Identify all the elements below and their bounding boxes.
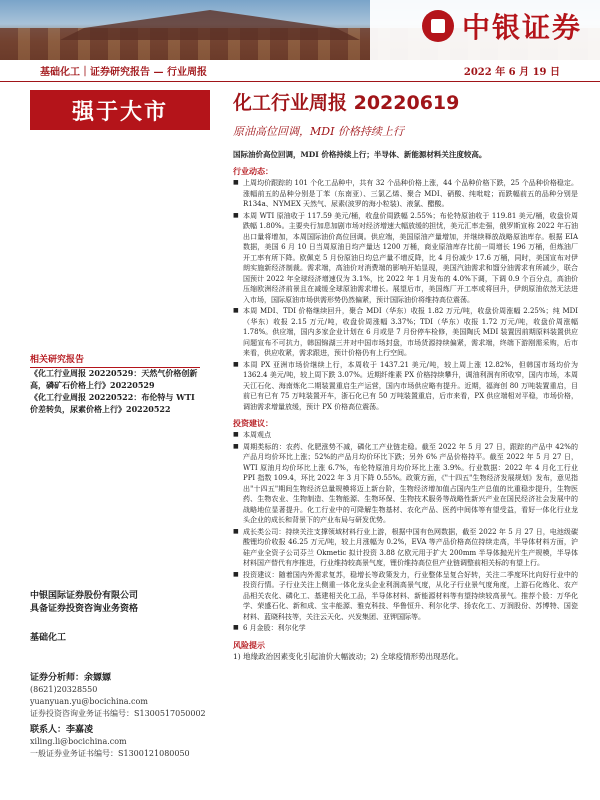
bullet-paragraph: ■ 周期类标的：农药、化肥涨势不减，磷化工产业链走稳。截至 2022 年 5 月 27 日，跟踪的产品中 42%的产品月均价环比上涨；52%的产品月均价环比下跌；另外 6% 产品价格持平。截至 2022 年 5 月 27 日，WTI 原油月均价环比上涨 6.7%，布伦特原油月均价环比上涨 3.9%。行业数据：2022 年 4 月化工行业 PPI 指数 109.4，环比 2022 年 3 月下降 0.55%。政策方面，《"十四五"生物经济发展规划》发布，意见指出"十四五"期间生物经济总量规模将迈上新台阶，生物经济增加值占国内生产总值的比重稳步提升，生物医药、生物农业、生物制造、生物能源、生物环保、生物技术服务等战略性新兴产业在国民经济社会发展中的战略地位显著提升。化工行业中的可降解生物基材、农化产品、医药中间体等有望受益，看好一体化行业龙头企业的成长和背景下的产业布局与研发优势。	[233, 442, 578, 526]
section-dynamics: 行业动态：	[233, 166, 273, 176]
sector-name: 基础化工	[30, 633, 67, 643]
contact-email[interactable]: xiling.li@bocichina.com	[30, 737, 127, 746]
risk-text: 1) 地缘政治因素变化引起油价大幅波动；2) 全球疫情形势出现恶化。	[233, 651, 464, 661]
contact-license: 一般证券业务证书编号：S1300121080050	[30, 749, 190, 758]
related-report-item[interactable]: 《化工行业周报 20220529：天然气价格创新高，磷矿石价格上行》20220529	[30, 368, 198, 390]
brand-logo	[422, 6, 582, 46]
left-column	[30, 90, 220, 758]
related-reports-title: 相关研究报告	[30, 352, 200, 368]
header-banner	[0, 0, 600, 60]
analyst-name: 证券分析师：余嫄嫄	[30, 673, 112, 683]
related-report-item[interactable]: 《化工行业周报 20220522：布伦特与 WTI 价差转负，尿素价格上行》20220522	[30, 392, 195, 414]
bullet-paragraph: ■ 上周均价跟踪的 101 个化工品种中，共有 32 个品种价格上涨，44 个品种价格下跌，25 个品种价格稳定。涨幅前五的品种分别是丁苯（东南亚）、三氯乙烯、聚合 MDI、硝酸、纯吡啶；而跌幅前五的品种分别是 R134a、NYMEX 天然气、尿素(波罗的海小粒装)、液氯、醋酸。	[233, 178, 578, 210]
report-title: 化工行业周报 20220619	[233, 92, 460, 114]
company-info	[30, 590, 200, 616]
bullet-paragraph: ■ 6 月金股：利尔化学	[233, 623, 578, 634]
analysts-block	[30, 672, 210, 760]
analyst-phone: (8621)20328550	[30, 685, 98, 694]
boc-logo-icon	[422, 10, 454, 42]
section-investment: 投资建议：	[233, 418, 273, 428]
main-content	[233, 88, 578, 662]
bullet-paragraph: ■ 成长类公司：持续关注支撑领域材料行业上游，根据中国有色网数据，截至 2022 年 5 月 27 日，电池级碳酸锂均价收报 46.25 万元/吨，较上月涨幅为 0.2%，EVA 等产品价格高位持续走高，半导体材料方面，沪硅产业全资子公司芬兰 Okmetic 拟计投资 3.88 亿欧元用于扩大 200mm 半导体抛光片生产规模，半导体材料国产替代有序推进，行业维持较高景气度，锂价维持高位但产业链调整前相关标的有望上行。	[233, 527, 578, 569]
bullet-paragraph: ■ 本周 MDI、TDI 价格继续回升，聚合 MDI（华东）收报 1.82 万元/吨，收盘价周涨幅 2.25%；纯 MDI（华东）收报 2.15 万元/吨，收盘价周涨幅 3.37%；TDI（华东）收报 1.72 万元/吨，收盘价周涨幅 1.78%。供应端，国内多家企业计划在 6 月或是 7 月份停车检修，美国陶氏 MDI 装置因前期原料装置供应问题宣布不可抗力，韩国锦湖三井对中国市场封盘，市场货源持续偏紧，需求端，终端下游刚需采购，后市来看，供应收紧，需求跟进，预计价格仍有上行空间。	[233, 306, 578, 359]
info-bar	[0, 60, 600, 82]
banner-hall-image	[60, 10, 360, 40]
report-summary: 国际油价高位回调，MDI 价格持续上行；半导体、新能源材料关注度较高。	[233, 150, 487, 159]
report-subtitle: 原油高位回调，MDI 价格持续上行	[233, 125, 404, 138]
company-qualification: 具备证券投资咨询业务资格	[30, 604, 139, 614]
contact-name: 联系人：李嘉凌	[30, 725, 94, 735]
brand-name: 中银证券	[461, 11, 582, 44]
related-reports-list	[30, 367, 200, 415]
section-risk: 风险提示	[233, 639, 265, 650]
sector-tag: 基础化工｜证券研究报告 — 行业周报	[40, 67, 207, 78]
bullet-paragraph: ■ 本周观点	[233, 430, 578, 441]
analyst-email[interactable]: yuanyuan.yu@bocichina.com	[30, 697, 148, 706]
company-name: 中银国际证券股份有限公司	[30, 591, 139, 601]
bullet-paragraph: ■ 本周 WTI 原油收于 117.59 美元/桶，收盘价周跌幅 2.55%；布伦特原油收于 119.81 美元/桶，收盘价周跌幅 1.80%。主要央行加息加剧市场对经济增速大幅放缓的担忧，美元汇率走强，俄罗斯宣称 2022 年石油出口量将增加，本周国际油价高位回调。供应端，美国原油产量增加，并继续释放战略原油库存。根据 EIA 数据，美国 6 月 10 日当周原油日均产量达 1200 万桶，商业原油库存比前一周增长 196 万桶，但炼油厂开工率有所下降。欧佩克 5 月份原油日均总产量不增反降，比 4 月份减少 17.6 万桶，同时，美国宣布对伊朗实施新经济制裁。需求端，高油价对消费端的影响开始显现，美国汽油需求和馏分油需求有所减少，联合国预计 2022 年全球经济增速仅为 3.1%，比 2022 年 1 月发布的 4.0%下调，下调 0.9 个百分点，高油价压缩欧洲经济前景且在减缓全球原油需求增长。展望后市，美国炼厂开工率或将回升，伊朗原油依然无法进入市场，国际原油市场供需形势仍然偏紧，预计国际油价将维持高位震荡。	[233, 211, 578, 306]
bullet-paragraph: ■ 本周 PX 亚洲市场价继续上行，本周收于 1437.21 美元/吨，较上周上涨 12.82%，但韩国市场均价为 1362.4 美元/吨，较上周下跌 3.07%。近期纤维素 PX 价格持续攀升，调油利润有所收窄，国内市场，本周天江石化、海南炼化二期装置重启生产运营，国内市场供应略有提升。近期，福海创 80 万吨装置重启，目前已有已有 75 万吨装置开车，浙石化已有 50 万吨装置重启，后市来看，PX 供应端相对平稳，市场价格，调油需求增量放缓，预计 PX 价格高位震荡。	[233, 360, 578, 413]
report-date: 2022 年 6 月 19 日	[463, 67, 560, 78]
analyst-license: 证券投资咨询业务证书编号：S1300517050002	[30, 709, 206, 718]
rating-badge: 强于大市	[30, 90, 210, 130]
bullet-paragraph: ■ 投资建议：随着国内外需求复苏，稳增长等政策发力，行业整体呈复合好转，关注二季度环比向好行业中的投资行情。子行业关注上侧重一体化龙头企业利润高景气度，从化子行业景气度角度，上游石化炼化、农产品相关农化、磷化工、基建相关化工品，半导体材料、新能源材料等有望持续较高景气。推荐个股：万华化学、荣盛石化、新和成、宝丰能源、雅克科技、华鲁恒升、利尔化学、扬农化工、万润股份、苏博特、国瓷材料、蓝晓科技等，关注云天化、兴发集团、亚钾国际等。	[233, 570, 578, 623]
